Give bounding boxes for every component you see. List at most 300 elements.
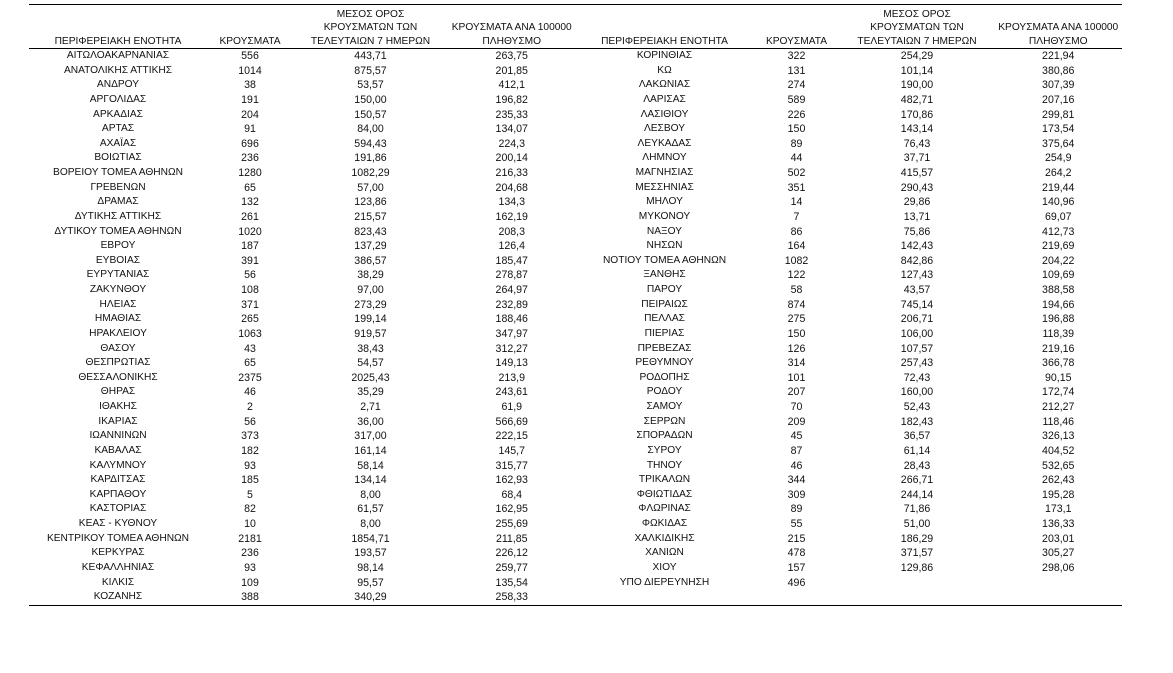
per100k-cell: 262,43 bbox=[1042, 474, 1075, 487]
avg7-cell: 745,14 bbox=[900, 298, 934, 311]
region-cell: ΛΕΣΒΟΥ bbox=[643, 123, 686, 135]
table-row bbox=[29, 415, 576, 430]
table-row bbox=[576, 93, 1123, 108]
per100k-cell: 307,39 bbox=[1042, 79, 1075, 92]
avg7-cell: 415,57 bbox=[900, 167, 934, 179]
cases-cell: 696 bbox=[241, 137, 259, 150]
header-region: ΠΕΡΙΦΕΡΕΙΑΚΗ ΕΝΟΤΗΤΑ bbox=[601, 35, 728, 47]
region-cell: ΒΟΙΩΤΙΑΣ bbox=[94, 152, 142, 164]
region-cell: ΚΟΖΑΝΗΣ bbox=[93, 591, 143, 603]
cases-cell: 164 bbox=[787, 240, 806, 253]
region-cell: ΘΑΣΟΥ bbox=[100, 342, 136, 354]
table-row bbox=[576, 195, 1123, 210]
cases-cell: 275 bbox=[787, 313, 806, 326]
table-row bbox=[29, 151, 576, 166]
region-cell: ΡΟΔΟΥ bbox=[646, 386, 683, 398]
per100k-cell: 162,19 bbox=[495, 210, 528, 223]
region-cell: ΔΥΤΙΚΗΣ ΑΤΤΙΚΗΣ bbox=[74, 210, 162, 222]
per100k-cell: 226,12 bbox=[495, 547, 528, 560]
table-row bbox=[29, 210, 576, 225]
table-row bbox=[29, 93, 576, 108]
cases-cell: 191 bbox=[241, 93, 259, 106]
region-cell: ΤΗΝΟΥ bbox=[646, 459, 683, 471]
table-row bbox=[29, 137, 576, 152]
region-cell: ΚΑΡΠΑΘΟΥ bbox=[89, 488, 147, 500]
avg7-cell: 2025,43 bbox=[351, 371, 390, 384]
cases-cell: 157 bbox=[787, 561, 806, 574]
table-row bbox=[576, 415, 1123, 430]
avg7-cell: 134,14 bbox=[354, 474, 387, 487]
per100k-cell: 204,22 bbox=[1042, 254, 1075, 267]
table-row bbox=[576, 576, 1123, 591]
table-row bbox=[29, 502, 576, 517]
per100k-cell: 68,4 bbox=[501, 488, 523, 501]
per100k-cell: 145,7 bbox=[498, 444, 525, 457]
cases-cell: 207 bbox=[787, 386, 806, 399]
avg7-cell: 150,00 bbox=[354, 93, 387, 106]
avg7-cell: 215,57 bbox=[354, 210, 387, 223]
avg7-cell: 199,14 bbox=[354, 313, 387, 326]
table-row bbox=[29, 327, 576, 342]
table-row bbox=[576, 400, 1123, 415]
table-row bbox=[29, 78, 576, 93]
per100k-cell: 173,54 bbox=[1042, 123, 1075, 136]
cases-cell: 314 bbox=[787, 357, 806, 370]
region-cell: ΒΟΡΕΙΟΥ ΤΟΜΕΑ ΑΘΗΝΩΝ bbox=[53, 167, 183, 178]
avg7-cell: 191,86 bbox=[354, 152, 387, 165]
avg7-cell: 161,14 bbox=[354, 444, 387, 457]
cases-cell: 132 bbox=[241, 196, 259, 209]
avg7-cell: 97,00 bbox=[357, 284, 384, 296]
region-cell: ΖΑΚΥΝΘΟΥ bbox=[89, 284, 147, 295]
table-row bbox=[576, 108, 1123, 123]
table-row bbox=[29, 195, 576, 210]
table-row bbox=[576, 137, 1123, 152]
table-row bbox=[29, 473, 576, 488]
avg7-cell: 98,14 bbox=[357, 561, 384, 574]
per100k-cell: 224,3 bbox=[498, 137, 525, 150]
avg7-cell: 1854,71 bbox=[351, 532, 390, 545]
cases-cell: 126 bbox=[787, 342, 806, 355]
per100k-cell: 194,66 bbox=[1042, 298, 1075, 311]
table-row bbox=[29, 385, 576, 400]
table-row bbox=[29, 532, 576, 547]
table-row bbox=[29, 312, 576, 327]
region-cell: ΦΛΩΡΙΝΑΣ bbox=[638, 503, 691, 515]
region-cell: ΣΠΟΡΑΔΩΝ bbox=[636, 430, 693, 442]
header-avg7: ΜΕΣΟΣ ΟΡΟΣ ΚΡΟΥΣΜΑΤΩΝ ΤΩΝ ΤΕΛΕΥΤΑΙΩΝ 7 ΗΜΕΡΩΝ bbox=[310, 8, 431, 47]
avg7-cell: 919,57 bbox=[354, 327, 387, 340]
per100k-cell: 388,58 bbox=[1042, 284, 1075, 296]
per100k-cell: 347,97 bbox=[495, 327, 528, 340]
region-cell: ΚΑΒΑΛΑΣ bbox=[94, 444, 142, 456]
table-row bbox=[576, 356, 1123, 371]
cases-cell: 874 bbox=[787, 298, 806, 311]
region-cell: ΛΑΣΙΘΙΟΥ bbox=[640, 108, 689, 120]
cases-cell: 215 bbox=[787, 532, 806, 545]
table-row bbox=[29, 546, 576, 561]
region-cell: ΡΕΘΥΜΝΟΥ bbox=[635, 357, 694, 369]
avg7-cell: 371,57 bbox=[900, 547, 934, 560]
table-row bbox=[576, 181, 1123, 196]
per100k-cell: 203,01 bbox=[1042, 532, 1075, 545]
header-per100k: ΚΡΟΥΣΜΑΤΑ ΑΝΑ 100000 ΠΛΗΘΥΣΜΟ bbox=[451, 22, 572, 47]
per100k-cell: 254,9 bbox=[1044, 152, 1072, 165]
header-cases: ΚΡΟΥΣΜΑΤΑ bbox=[219, 35, 281, 47]
avg7-cell: 51,00 bbox=[903, 518, 931, 530]
per100k-cell: 412,1 bbox=[498, 79, 525, 92]
per100k-cell: 173,1 bbox=[1044, 503, 1072, 516]
cases-cell: 2181 bbox=[238, 532, 262, 545]
per100k-cell: 404,52 bbox=[1042, 444, 1075, 457]
per100k-cell: 90,15 bbox=[1044, 371, 1072, 384]
avg7-cell: 61,14 bbox=[903, 444, 931, 457]
table-row bbox=[576, 298, 1123, 313]
cases-cell: 93 bbox=[244, 561, 256, 574]
avg7-cell: 290,43 bbox=[900, 181, 934, 194]
cases-cell: 122 bbox=[787, 269, 806, 282]
region-cell: ΚΑΛΥΜΝΟΥ bbox=[89, 459, 147, 471]
cases-cell: 391 bbox=[241, 254, 259, 267]
region-cell: ΝΗΣΩΝ bbox=[646, 240, 683, 252]
avg7-cell: 129,86 bbox=[900, 561, 934, 574]
per100k-cell: 299,81 bbox=[1042, 108, 1075, 121]
header-cases: ΚΡΟΥΣΜΑΤΑ bbox=[765, 35, 828, 47]
region-cell: ΠΑΡΟΥ bbox=[646, 284, 683, 295]
left-column-group bbox=[29, 49, 576, 605]
per100k-cell: 298,06 bbox=[1042, 561, 1075, 574]
avg7-cell: 443,71 bbox=[354, 50, 387, 62]
header-group-left bbox=[29, 5, 576, 48]
avg7-cell: 273,29 bbox=[354, 298, 387, 311]
table-row bbox=[29, 298, 576, 313]
table-row bbox=[576, 151, 1123, 166]
avg7-cell: 193,57 bbox=[354, 547, 387, 560]
per100k-cell: 213,9 bbox=[498, 371, 525, 384]
region-cell: ΜΗΛΟΥ bbox=[646, 196, 683, 208]
cases-cell: 70 bbox=[790, 401, 803, 413]
cases-cell: 38 bbox=[244, 79, 256, 92]
cases-cell: 43 bbox=[244, 342, 256, 355]
table-row bbox=[29, 590, 576, 605]
table-row bbox=[576, 254, 1123, 269]
per100k-cell: 212,27 bbox=[1042, 401, 1075, 413]
table-row bbox=[576, 64, 1123, 79]
region-cell: ΤΡΙΚΑΛΩΝ bbox=[638, 474, 691, 486]
cases-cell: 1014 bbox=[238, 64, 262, 77]
region-cell: ΑΙΤΩΛΟΑΚΑΡΝΑΝΙΑΣ bbox=[66, 50, 170, 61]
cases-cell: 58 bbox=[790, 284, 803, 296]
region-cell: ΗΛΕΙΑΣ bbox=[99, 298, 137, 310]
cases-cell: 1082 bbox=[784, 254, 809, 267]
cases-cell: 226 bbox=[787, 108, 806, 121]
table-row bbox=[576, 49, 1123, 64]
avg7-cell: 594,43 bbox=[354, 137, 387, 150]
avg7-cell: 76,43 bbox=[903, 137, 931, 150]
table-row bbox=[576, 268, 1123, 283]
cases-cell: 89 bbox=[790, 503, 803, 516]
per100k-cell: 188,46 bbox=[495, 313, 528, 326]
table-row bbox=[29, 371, 576, 386]
cases-cell: 371 bbox=[241, 298, 259, 311]
per100k-cell: 566,69 bbox=[495, 415, 528, 428]
cases-cell: 55 bbox=[790, 518, 803, 530]
avg7-cell: 58,14 bbox=[357, 459, 384, 472]
region-cell: ΚΙΛΚΙΣ bbox=[101, 576, 135, 588]
cases-cell: 209 bbox=[787, 415, 806, 428]
cases-cell: 131 bbox=[787, 64, 806, 77]
per100k-cell: 232,89 bbox=[495, 298, 528, 311]
region-cell: ΗΡΑΚΛΕΙΟΥ bbox=[89, 327, 147, 339]
cases-cell: 89 bbox=[790, 137, 803, 150]
cases-cell: 109 bbox=[241, 576, 259, 589]
table-row bbox=[576, 473, 1123, 488]
region-cell: ΔΥΤΙΚΟΥ ΤΟΜΕΑ ΑΘΗΝΩΝ bbox=[54, 225, 182, 237]
table-row bbox=[29, 239, 576, 254]
region-cell: ΦΩΚΙΔΑΣ bbox=[641, 518, 688, 529]
per100k-cell: 211,85 bbox=[495, 532, 528, 545]
per100k-cell: 305,27 bbox=[1042, 547, 1075, 560]
table-row bbox=[576, 210, 1123, 225]
avg7-cell: 101,14 bbox=[900, 64, 934, 77]
header-avg7: ΜΕΣΟΣ ΟΡΟΣ ΚΡΟΥΣΜΑΤΩΝ ΤΩΝ ΤΕΛΕΥΤΑΙΩΝ 7 ΗΜΕΡΩΝ bbox=[857, 8, 977, 47]
avg7-cell: 28,43 bbox=[903, 459, 931, 472]
region-cell: ΜΥΚΟΝΟΥ bbox=[638, 210, 691, 222]
table-row bbox=[29, 64, 576, 79]
avg7-cell: 8,00 bbox=[360, 518, 381, 530]
region-cell: ΙΘΑΚΗΣ bbox=[99, 401, 137, 412]
per100k-cell: 69,07 bbox=[1044, 210, 1072, 223]
header-group-right bbox=[576, 5, 1123, 48]
table-row bbox=[576, 488, 1123, 503]
cases-cell: 150 bbox=[787, 123, 806, 136]
table-row bbox=[576, 166, 1123, 181]
header-region: ΠΕΡΙΦΕΡΕΙΑΚΗ ΕΝΟΤΗΤΑ bbox=[54, 35, 182, 47]
avg7-cell: 254,29 bbox=[900, 50, 934, 62]
table-row bbox=[576, 502, 1123, 517]
per100k-cell: 255,69 bbox=[495, 518, 528, 530]
region-cell: ΠΕΛΛΑΣ bbox=[644, 313, 685, 325]
avg7-cell: 71,86 bbox=[903, 503, 931, 516]
per100k-cell: 204,68 bbox=[495, 181, 528, 194]
region-cell: ΙΚΑΡΙΑΣ bbox=[98, 415, 138, 427]
cases-cell: 46 bbox=[244, 386, 256, 399]
cases-cell: 236 bbox=[241, 152, 259, 165]
cases-cell: 1063 bbox=[238, 327, 262, 340]
per100k-cell: 134,07 bbox=[495, 123, 528, 136]
table-row bbox=[29, 561, 576, 576]
cases-cell: 56 bbox=[244, 415, 256, 428]
per100k-cell: 222,15 bbox=[495, 430, 528, 443]
avg7-cell: 106,00 bbox=[900, 327, 934, 340]
right-column-group bbox=[576, 49, 1123, 605]
per100k-cell: 196,82 bbox=[495, 93, 528, 106]
region-cell: ΦΘΙΩΤΙΔΑΣ bbox=[636, 488, 693, 500]
region-cell: ΣΑΜΟΥ bbox=[646, 401, 683, 412]
per100k-cell: 195,28 bbox=[1042, 488, 1075, 501]
table-row bbox=[576, 327, 1123, 342]
avg7-cell: 182,43 bbox=[900, 415, 934, 428]
cases-cell: 14 bbox=[790, 196, 803, 209]
region-cell: ΛΕΥΚΑΔΑΣ bbox=[637, 137, 692, 149]
table-row bbox=[576, 517, 1123, 532]
cases-cell: 187 bbox=[241, 240, 259, 253]
per100k-cell: 219,16 bbox=[1042, 342, 1075, 355]
cases-cell: 91 bbox=[244, 123, 256, 136]
region-cell: ΚΟΡΙΝΘΙΑΣ bbox=[636, 50, 693, 61]
table-row bbox=[29, 576, 576, 591]
avg7-cell: 137,29 bbox=[354, 240, 387, 253]
cases-cell: 65 bbox=[244, 357, 256, 370]
region-cell: ΚΕΦΑΛΛΗΝΙΑΣ bbox=[81, 561, 155, 573]
table-row bbox=[576, 342, 1123, 357]
avg7-cell: 72,43 bbox=[903, 371, 931, 384]
per100k-cell: 135,54 bbox=[495, 576, 528, 589]
per100k-cell: 216,33 bbox=[495, 167, 528, 179]
region-cell: ΝΑΞΟΥ bbox=[646, 225, 683, 237]
cases-cell: 1280 bbox=[238, 167, 262, 179]
per100k-cell: 259,77 bbox=[495, 561, 528, 574]
avg7-cell bbox=[840, 576, 995, 591]
avg7-cell: 823,43 bbox=[354, 225, 387, 238]
cases-cell: 261 bbox=[241, 210, 259, 223]
per100k-cell: 207,16 bbox=[1042, 93, 1075, 106]
avg7-cell: 35,29 bbox=[357, 386, 384, 399]
table-row bbox=[576, 122, 1123, 137]
cases-cell: 478 bbox=[787, 547, 806, 560]
table-row bbox=[29, 356, 576, 371]
region-cell: ΜΑΓΝΗΣΙΑΣ bbox=[635, 167, 694, 178]
cases-cell: 322 bbox=[787, 50, 806, 62]
avg7-cell: 53,57 bbox=[357, 79, 384, 92]
per100k-cell: 140,96 bbox=[1042, 196, 1075, 209]
per100k-cell: 264,2 bbox=[1044, 167, 1072, 179]
avg7-cell: 127,43 bbox=[900, 269, 934, 282]
per100k-cell: 375,64 bbox=[1042, 137, 1075, 150]
per100k-cell: 134,3 bbox=[498, 196, 525, 209]
avg7-cell: 842,86 bbox=[900, 254, 934, 267]
region-cell: ΘΕΣΠΡΩΤΙΑΣ bbox=[85, 357, 151, 369]
avg7-cell: 43,57 bbox=[903, 284, 931, 296]
cases-cell: 556 bbox=[241, 50, 259, 62]
region-cell: ΣΥΡΟΥ bbox=[647, 444, 682, 456]
per100k-cell: 109,69 bbox=[1042, 269, 1075, 282]
region-cell: ΗΜΑΘΙΑΣ bbox=[94, 313, 142, 325]
avg7-cell: 37,71 bbox=[903, 152, 931, 165]
table-row bbox=[576, 429, 1123, 444]
region-cell: ΠΙΕΡΙΑΣ bbox=[644, 327, 685, 339]
cases-cell: 101 bbox=[787, 371, 806, 384]
avg7-cell: 170,86 bbox=[900, 108, 934, 121]
per100k-cell: 136,33 bbox=[1042, 518, 1075, 530]
region-cell: ΞΑΝΘΗΣ bbox=[643, 269, 686, 281]
table-body bbox=[29, 49, 1122, 606]
per100k-cell: 235,33 bbox=[495, 108, 528, 121]
avg7-cell: 190,00 bbox=[900, 79, 934, 92]
cases-cell: 108 bbox=[241, 284, 259, 296]
cases-cell: 236 bbox=[241, 547, 259, 560]
table-row bbox=[576, 385, 1123, 400]
per100k-cell: 219,69 bbox=[1042, 240, 1075, 253]
region-cell: ΚΕΑΣ - ΚΥΘΝΟΥ bbox=[78, 518, 158, 529]
avg7-cell: 54,57 bbox=[357, 357, 384, 370]
avg7-cell: 52,43 bbox=[903, 401, 931, 413]
avg7-cell: 142,43 bbox=[900, 240, 934, 253]
cases-cell: 344 bbox=[787, 474, 806, 487]
cases-cell: 2375 bbox=[238, 371, 262, 384]
cases-cell: 56 bbox=[244, 269, 256, 282]
table-row bbox=[576, 371, 1123, 386]
cases-cell: 1020 bbox=[238, 225, 262, 238]
cases-cell: 388 bbox=[241, 591, 259, 604]
table-row bbox=[576, 239, 1123, 254]
region-cell: ΥΠΟ ΔΙΕΡΕΥΝΗΣΗ bbox=[619, 576, 710, 588]
avg7-cell: 29,86 bbox=[903, 196, 931, 209]
table-row bbox=[29, 108, 576, 123]
avg7-cell: 482,71 bbox=[900, 93, 934, 106]
per100k-cell: 532,65 bbox=[1042, 459, 1075, 472]
cases-cell: 185 bbox=[241, 474, 259, 487]
cases-cell: 182 bbox=[241, 444, 259, 457]
table-row bbox=[29, 166, 576, 181]
per100k-cell: 366,78 bbox=[1042, 357, 1075, 370]
table-row bbox=[29, 459, 576, 474]
table-row bbox=[29, 429, 576, 444]
per100k-cell: 61,9 bbox=[501, 401, 523, 413]
table-row bbox=[29, 488, 576, 503]
per100k-cell: 162,95 bbox=[495, 503, 528, 516]
table-row bbox=[29, 268, 576, 283]
cases-cell: 93 bbox=[244, 459, 256, 472]
cases-cell: 204 bbox=[241, 108, 259, 121]
region-cell: ΚΕΝΤΡΙΚΟΥ ΤΟΜΕΑ ΑΘΗΝΩΝ bbox=[46, 532, 190, 544]
avg7-cell: 875,57 bbox=[354, 64, 387, 77]
avg7-cell: 206,71 bbox=[900, 313, 934, 326]
region-cell: ΧΙΟΥ bbox=[652, 561, 677, 573]
per100k-cell bbox=[995, 576, 1123, 591]
cases-table bbox=[29, 4, 1122, 606]
avg7-cell: 95,57 bbox=[357, 576, 384, 589]
region-cell: ΛΑΡΙΣΑΣ bbox=[643, 93, 686, 105]
table-row bbox=[29, 444, 576, 459]
table-row bbox=[576, 225, 1123, 240]
per100k-cell: 149,13 bbox=[495, 357, 528, 370]
region-cell: ΠΕΙΡΑΙΩΣ bbox=[641, 298, 688, 310]
table-header bbox=[29, 5, 1122, 49]
region-cell: ΚΕΡΚΥΡΑΣ bbox=[91, 547, 145, 559]
per100k-cell: 264,97 bbox=[495, 284, 528, 296]
cases-cell: 5 bbox=[247, 488, 253, 501]
table-row bbox=[29, 122, 576, 137]
cases-cell: 46 bbox=[790, 459, 803, 472]
cases-cell: 351 bbox=[787, 181, 806, 194]
per100k-cell: 118,46 bbox=[1042, 415, 1075, 428]
avg7-cell: 13,71 bbox=[903, 210, 931, 223]
region-cell: ΑΡΤΑΣ bbox=[101, 123, 135, 135]
per100k-cell: 221,94 bbox=[1042, 50, 1075, 62]
cases-cell: 496 bbox=[787, 576, 806, 589]
cases-cell: 44 bbox=[790, 152, 803, 165]
table-row bbox=[576, 459, 1123, 474]
region-cell: ΙΩΑΝΝΙΝΩΝ bbox=[89, 430, 147, 442]
per100k-cell: 162,93 bbox=[495, 474, 528, 487]
per100k-cell: 196,88 bbox=[1042, 313, 1075, 326]
cases-cell: 10 bbox=[244, 518, 256, 530]
cases-cell: 265 bbox=[241, 313, 259, 326]
avg7-cell: 36,00 bbox=[357, 415, 384, 428]
region-cell: ΕΥΒΟΙΑΣ bbox=[95, 254, 141, 266]
avg7-cell: 257,43 bbox=[900, 357, 934, 370]
